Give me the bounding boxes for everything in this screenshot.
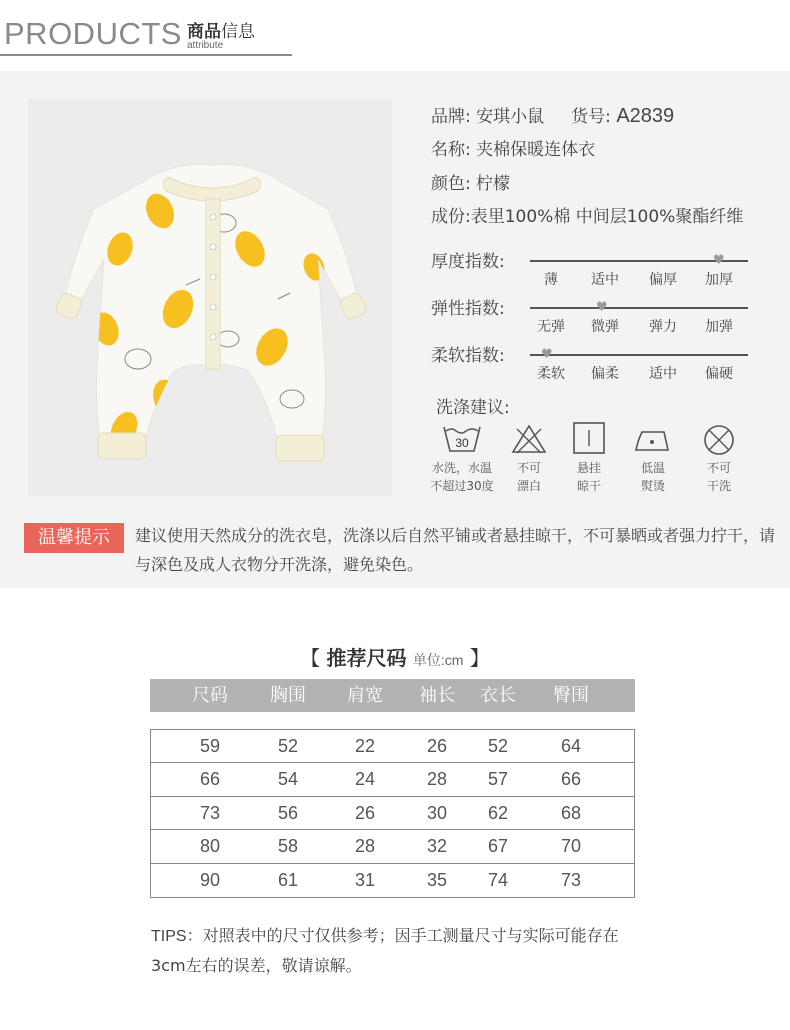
scale-label: 弹性指数:	[431, 299, 505, 319]
heart-marker-icon: ♥	[541, 347, 553, 362]
size-cell: 28	[426, 769, 448, 790]
size-cell: 52	[487, 736, 509, 756]
section-header	[0, 0, 790, 60]
size-column-header: 袖长	[419, 685, 455, 706]
no-bleach-caption: 不可 漂白	[516, 461, 541, 493]
size-cell: 59	[199, 736, 221, 756]
scale-option: 微弹	[591, 319, 619, 335]
size-cell: 35	[426, 869, 448, 890]
tips-note	[151, 921, 651, 980]
scale-option: 加弹	[705, 319, 733, 335]
tips-text: ：对照表中的尺寸仅供参考；因手工测量尺寸与实际可能存在3cm左右的误差，敬请谅解。	[151, 926, 619, 975]
scale-option: 无弹	[537, 319, 565, 335]
no-tumble-dry-icon	[702, 423, 736, 461]
size-cell: 70	[560, 836, 582, 857]
size-column-header: 尺码	[192, 685, 228, 706]
size-cell: 54	[277, 769, 299, 790]
size-cell: 28	[354, 836, 376, 857]
scale-option: 柔软	[537, 366, 565, 382]
size-cell: 73	[199, 802, 221, 823]
low-iron-icon	[634, 426, 672, 458]
size-cell: 56	[277, 802, 299, 823]
scale-track	[530, 307, 748, 309]
romper-illustration	[28, 99, 392, 496]
size-cell: 66	[560, 769, 582, 790]
header-title-cn: 商品信息	[187, 22, 255, 42]
scale-option: 弹力	[649, 319, 677, 335]
product-photo	[28, 99, 392, 496]
size-cell: 24	[354, 769, 376, 790]
size-unit: 单位:cm	[412, 652, 464, 668]
size-cell: 66	[199, 769, 221, 790]
size-table-body	[150, 729, 635, 898]
size-column-header: 肩宽	[347, 685, 383, 706]
size-column-header: 衣长	[480, 685, 516, 706]
table-row	[151, 763, 634, 796]
no-bleach-icon	[511, 423, 547, 459]
size-cell: 22	[354, 736, 376, 756]
size-chart-title: 【 推荐尺码 单位:cm 】	[300, 646, 490, 670]
wash-temp: 30	[455, 436, 469, 450]
scale-option: 偏硬	[705, 366, 733, 382]
hang-dry-icon	[572, 421, 606, 459]
size-column-header: 胸围	[270, 685, 306, 706]
size-cell: 30	[426, 802, 448, 823]
header-subtitle: attribute	[187, 40, 224, 51]
size-cell: 32	[426, 836, 448, 857]
size-cell: 57	[487, 769, 509, 790]
size-cell: 73	[560, 869, 582, 890]
scale-option: 偏厚	[649, 272, 677, 288]
table-row	[151, 797, 634, 830]
scale-option: 加厚	[705, 272, 733, 288]
spec-color: 颜色: 柠檬	[431, 174, 511, 194]
wash-30-icon	[442, 423, 482, 459]
size-cell: 26	[426, 736, 448, 756]
header-title-en: PRODUCTS	[4, 16, 182, 51]
size-cell: 58	[277, 836, 299, 857]
heart-marker-icon: ♥	[713, 253, 725, 268]
size-cell: 31	[354, 869, 376, 890]
size-column-header: 臀围	[553, 685, 589, 706]
spec-name: 名称: 夹棉保暖连体衣	[431, 140, 596, 160]
size-cell: 62	[487, 802, 509, 823]
low-iron-caption: 低温 熨烫	[640, 461, 665, 493]
spec-material: 成份:表里100%棉 中间层100%聚酯纤维	[431, 207, 744, 227]
scale-track	[530, 354, 748, 356]
item-number: A2839	[616, 105, 675, 127]
size-cell: 26	[354, 802, 376, 823]
size-cell: 68	[560, 802, 582, 823]
washing-title: 洗涤建议:	[436, 398, 510, 418]
scale-option: 薄	[544, 272, 558, 288]
no-dry-clean-caption: 不可 干洗	[706, 461, 731, 493]
size-cell: 52	[277, 736, 299, 756]
header-divider	[0, 54, 292, 56]
wash-caption: 水洗，水温 不超过30度	[430, 461, 494, 493]
table-row	[151, 864, 634, 897]
size-table-header	[150, 679, 635, 712]
table-row	[151, 730, 634, 763]
size-cell: 67	[487, 836, 509, 857]
spec-brand-row: 品牌: 安琪小鼠 货号: A2839	[431, 105, 675, 127]
scale-label: 柔软指数:	[431, 346, 505, 366]
size-cell: 64	[560, 736, 582, 756]
scale-option: 适中	[591, 272, 619, 288]
heart-marker-icon: ♥	[596, 300, 608, 315]
notice-text: 建议使用天然成分的洗衣皂，洗涤以后自然平铺或者悬挂晾干，不可暴晒或者强力拧干，请与深色及成人衣物分开洗涤，避免染色。	[135, 526, 776, 574]
size-cell: 61	[277, 869, 299, 890]
notice-badge: 温馨提示	[24, 523, 124, 553]
size-cell: 90	[199, 869, 221, 890]
scale-option: 适中	[649, 366, 677, 382]
tips-label: TIPS	[151, 928, 187, 945]
size-cell: 74	[487, 869, 509, 890]
scale-option: 偏柔	[591, 366, 619, 382]
product-info-panel	[0, 71, 790, 588]
hang-dry-caption: 悬挂 晾干	[576, 461, 601, 493]
table-row	[151, 830, 634, 863]
scale-label: 厚度指数:	[431, 252, 505, 272]
size-cell: 80	[199, 836, 221, 857]
